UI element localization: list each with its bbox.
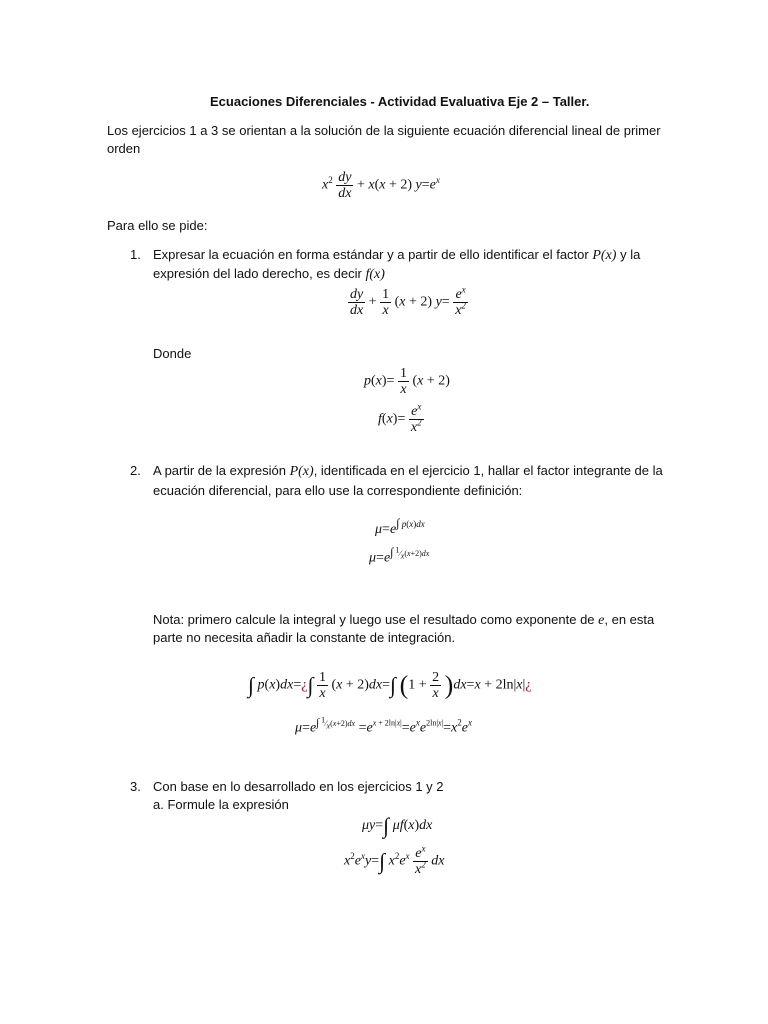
item-3-sub-a: a. Formule la expresión: [153, 797, 289, 812]
equation-mu-result: $\mu=e^{\int ^1⁄_x(x+2)dx} =e^{x + 2ln|x|}=e^xe^{2ln|x|}=x^2e^x$: [295, 715, 472, 736]
equation-mu-substituted: $\mu=e^{\int ^1⁄_x(x+2)dx}$: [369, 544, 430, 566]
nota-line-2: parte no necesita añadir la constante de integración.: [153, 630, 456, 645]
item-2-text-b: , identificada en el ejercicio 1, hallar el factor integrante de la: [313, 463, 663, 478]
item-2-line-2: ecuación diferencial, para ello use la correspondiente definición:: [153, 483, 523, 498]
item-1-line-1: [153, 246, 640, 265]
intro-line-2: orden: [107, 141, 141, 156]
intro-line-1: Los ejercicios 1 a 3 se orientan a la solución de la siguiente ecuación diferencial lineal de primer: [107, 123, 661, 138]
item-2-text-a: A partir de la expresión: [153, 463, 286, 478]
equation-integral-of-p: ∫ p(x)dx=¿∫ $\frac{1}{x}$ (x + 2)dx=∫ (1 + $\frac{2}{x}$ )dx=x + 2ln|x|¿: [248, 670, 532, 701]
document-title: Ecuaciones Diferenciales - Actividad Evaluativa Eje 2 – Taller.: [210, 94, 590, 109]
item-3-line-1: Con base en lo desarrollado en los ejercicios 1 y 2: [153, 779, 444, 794]
e-symbol: e: [598, 613, 605, 628]
equation-standard-form: $\frac{dy}{dx}$ + $\frac{1}{x}$ (x + 2) y= $\frac{e^x}{x^2}$: [350, 284, 466, 318]
item-1-text-a: Expresar la ecuación en forma estándar y a partir de ello identificar el factor: [153, 247, 589, 262]
item-2-line-1: [153, 462, 663, 481]
equation-main: $x^2$ $\frac{dy}{dx}$ + x(x + 2) $y=e^x$: [322, 170, 440, 201]
equation-mu-definition: $\mu=e^{\int p(x)dx}$: [375, 516, 425, 537]
item-2-number: 2.: [130, 463, 141, 478]
nota-text-b: , en esta: [604, 612, 655, 627]
item-1-line-2: [153, 265, 385, 284]
item-1-text-b: y la: [620, 247, 641, 262]
px-symbol: P(x): [592, 248, 617, 263]
donde-label: Donde: [153, 346, 192, 361]
item-3-number: 3.: [130, 779, 141, 794]
px-symbol-2: P(x): [289, 464, 314, 479]
fx-symbol: f(x): [365, 267, 385, 282]
nota-text-a: Nota: primero calcule la integral y luego use el resultado como exponente de: [153, 612, 595, 627]
item-1-text-c: expresión del lado derecho, es decir: [153, 266, 362, 281]
equation-x2ex-y: $x^2e^xy=\int$ $x^2e^x$ $\frac{e^x}{x^2}$ dx: [344, 843, 445, 877]
item-1-number: 1.: [130, 247, 141, 262]
equation-f-of-x: f(x)= $\frac{e^x}{x^2}$: [378, 401, 422, 435]
para-ello-text: Para ello se pide:: [107, 218, 208, 233]
equation-p-of-x: p(x)= $\frac{1}{x}$ (x + 2): [364, 366, 450, 397]
equation-mu-y: μy=∫ μf(x)dx: [362, 813, 433, 838]
nota-line-1: [153, 611, 654, 630]
